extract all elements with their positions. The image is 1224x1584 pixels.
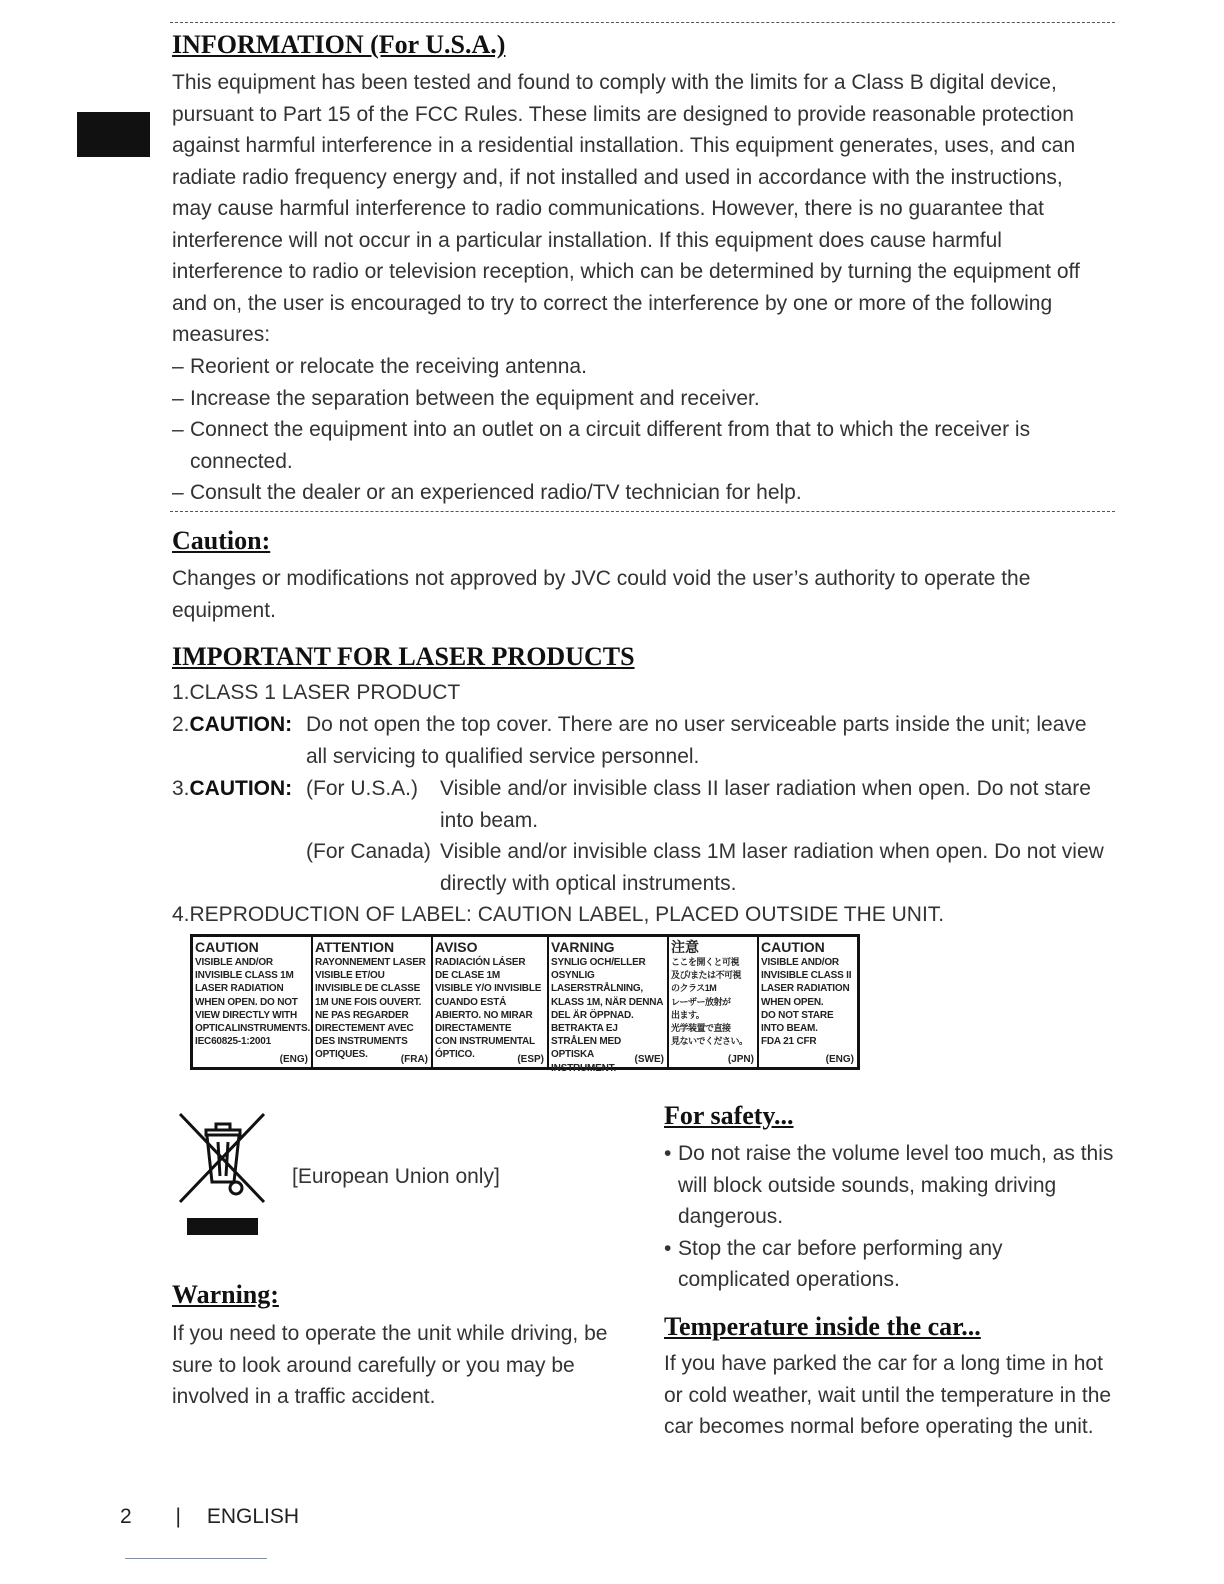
caution-text: Changes or modifications not approved by JVC could void the user’s authority to operate the equipment. [172, 567, 1031, 622]
label-col-esp: AVISO RADIACIÓN LÁSER DE CLASE 1M VISIBLE Y/O INVISIBLE CUANDO ESTÁ ABIERTO. NO MIRAR DIRECTAMENTE CON INSTRUMENTAL ÓPTICO. (ESP) [433, 937, 549, 1067]
warning-heading: Warning: [172, 1280, 279, 1309]
list-item: – Connect the equipment into an outlet on a circuit different from that to which the receiver is connected. [172, 418, 1031, 473]
temperature-heading: Temperature inside the car... [664, 1312, 981, 1341]
label-col-eng: CAUTION VISIBLE AND/OR INVISIBLE CLASS 1M LASER RADIATION WHEN OPEN. DO NOT VIEW DIRECTLY WITH OPTICALINSTRUMENTS. IEC60825-1:2001 (ENG) [193, 937, 313, 1067]
top-rule [170, 22, 1115, 23]
list-item: • Stop the car before performing any complicated operations. [664, 1236, 1003, 1291]
laser-item-4: 4.REPRODUCTION OF LABEL: CAUTION LABEL, PLACED OUTSIDE THE UNIT. [172, 903, 945, 926]
laser-item-2: 2.CAUTION: Do not open the top cover. There are no user serviceable parts inside the unit; leave all servicing to qualified service personnel. [172, 713, 1087, 768]
measures-list [172, 351, 1107, 509]
footer-separator: | [175, 1505, 181, 1528]
caution-heading: Caution: [172, 526, 271, 555]
footer-language: ENGLISH [206, 1505, 300, 1528]
info-heading: INFORMATION (For U.S.A.) [172, 30, 506, 59]
page-footer [120, 1505, 299, 1529]
list-item: • Do not raise the volume level too much, as this will block outside sounds, making driving dangerous. [664, 1142, 1114, 1228]
laser-item-3: 3.CAUTION: (For U.S.A.) Visible and/or invisible class II laser radiation when open. Do not stare into beam. (For Canada) Visible and/or invisible class 1M laser radiation when open. Do not view directly with optical instruments. [172, 777, 1104, 895]
laser-item-1: 1.CLASS 1 LASER PRODUCT [172, 681, 461, 704]
weee-crossed-bin-icon [176, 1110, 268, 1206]
label-col-eng-fda: CAUTION VISIBLE AND/OR INVISIBLE CLASS II LASER RADIATION WHEN OPEN. DO NOT STARE INTO BEAM. FDA 21 CFR (ENG) [761, 939, 854, 1065]
info-paragraph: This equipment has been tested and found to comply with the limits for a Class B digital device, pursuant to Part 15 of the FCC Rules. These limits are designed to provide reasonable protection against harmful interference in a residential installation. This equipment generates, uses, and can radiate radio frequency energy and, if not installed and used in accordance with the instructions, may cause harmful interference to radio communications. However, there is no guarantee that interference will not occur in a particular installation. If this equipment does cause harmful interference to radio or television reception, which can be determined by turning the equipment off and on, the user is encouraged to try to correct the interference by one or more of the following measures: [172, 71, 1080, 346]
safety-heading: For safety... [664, 1101, 794, 1130]
label-col-swe: VARNING SYNLIG OCH/ELLER OSYNLIG LASERSTRÅLNING, KLASS 1M, NÄR DENNA DEL ÄR ÖPPNAD. BETRAKTA EJ STRÅLEN MED OPTISKA INSTRUMENT. (SWE) [549, 937, 669, 1067]
list-item: – Reorient or relocate the receiving antenna. [172, 355, 587, 378]
eu-only-text: [European Union only] [292, 1165, 500, 1188]
laser-heading: IMPORTANT FOR LASER PRODUCTS [172, 642, 635, 671]
footer-underline [125, 1558, 267, 1559]
warning-text: If you need to operate the unit while driving, be sure to look around carefully or you may be involved in a traffic accident. [172, 1322, 608, 1408]
safety-list [664, 1138, 1119, 1296]
list-item: – Consult the dealer or an experienced radio/TV technician for help. [172, 481, 802, 504]
info-bottom-rule [170, 511, 1115, 512]
label-col-jpn: 注意 ここを開くと可視 及び/または不可視 のクラス1M レーザー放射が 出ます。 光学装置で直接 見ないでください。 (JPN) [669, 937, 759, 1067]
weee-black-bar [187, 1218, 258, 1235]
laser-caution-label [190, 934, 860, 1074]
list-item: – Increase the separation between the equipment and receiver. [172, 386, 760, 410]
temperature-text: If you have parked the car for a long time in hot or cold weather, wait until the temperature in the car becomes normal before operating the unit. [664, 1352, 1112, 1438]
page-tab-marker [77, 112, 150, 157]
page-number: 2 [120, 1505, 132, 1528]
label-col-fra: ATTENTION RAYONNEMENT LASER VISIBLE ET/OU INVISIBLE DE CLASSE 1M UNE FOIS OUVERT. NE PAS REGARDER DIRECTEMENT AVEC DES INSTRUMENTS OPTIQUES. (FRA) [313, 937, 433, 1067]
